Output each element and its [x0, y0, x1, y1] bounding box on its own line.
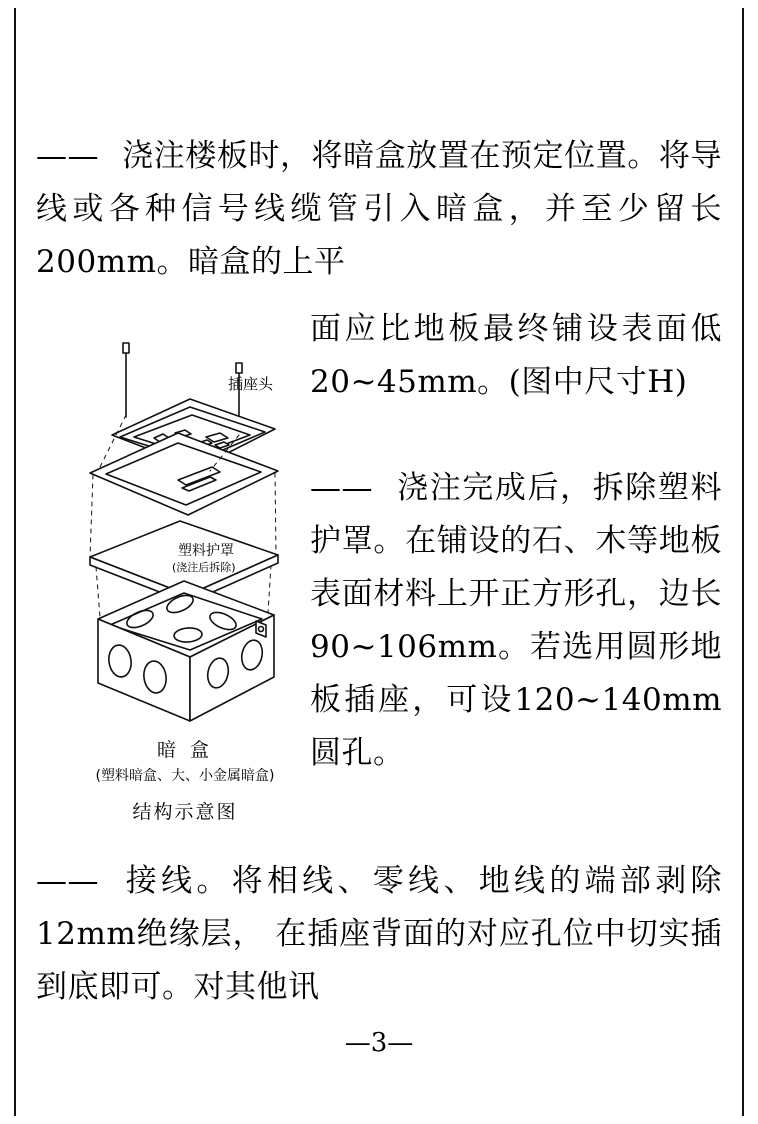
label-plastic-cover-note: (浇注后拆除)	[172, 561, 236, 574]
paragraph-1-text: 浇注楼板时，将暗盒放置在预定位置。将导线或各种信号线缆管引入暗盒，并至少留长200mm。暗盒的上平	[36, 138, 722, 280]
page-number: —3—	[344, 1028, 414, 1058]
paragraph-1b: 面应比地板最终铺设表面低20~45mm。(图中尺寸H)	[310, 311, 722, 400]
label-plug-head: 插座头	[228, 375, 274, 393]
paragraph-block-1	[36, 130, 722, 289]
paragraph-3-text: 接线。将相线、零线、地线的端部剥除12mm绝缘层， 在插座背面的对应孔位中切实插到底即可。对其他讯	[36, 863, 722, 1005]
figure-caption-title: 结构示意图	[132, 801, 238, 823]
paragraph-2-text: 浇注完成后，拆除塑料护罩。在铺设的石、木等地板表面材料上开正方形孔，边长90~106mm。若选用圆形地板插座，可设120~140mm圆孔。	[310, 470, 722, 771]
figure-caption-box-note: (塑料暗盒、大、小金属暗盒)	[95, 768, 275, 784]
concealed-box	[98, 581, 274, 721]
paragraph-1-dash: ——	[36, 138, 99, 174]
paragraph-3	[36, 855, 722, 1014]
paragraph-block-3	[36, 855, 722, 1014]
page-border-left	[14, 8, 16, 1116]
socket-frame	[90, 433, 278, 515]
paragraph-block-2	[310, 462, 722, 780]
paragraph-2	[310, 462, 722, 780]
paragraph-3-dash: ——	[36, 863, 99, 899]
paragraph-1	[36, 130, 722, 289]
page-border-right	[742, 8, 744, 1116]
label-plastic-cover: 塑料护罩	[178, 543, 234, 559]
paragraph-2-dash: ——	[310, 470, 373, 506]
screw-left	[123, 343, 129, 417]
paragraph-block-1b	[310, 303, 722, 409]
figure-caption-box: 暗 盒	[156, 739, 214, 761]
floor-socket-exploded-diagram	[60, 325, 310, 835]
